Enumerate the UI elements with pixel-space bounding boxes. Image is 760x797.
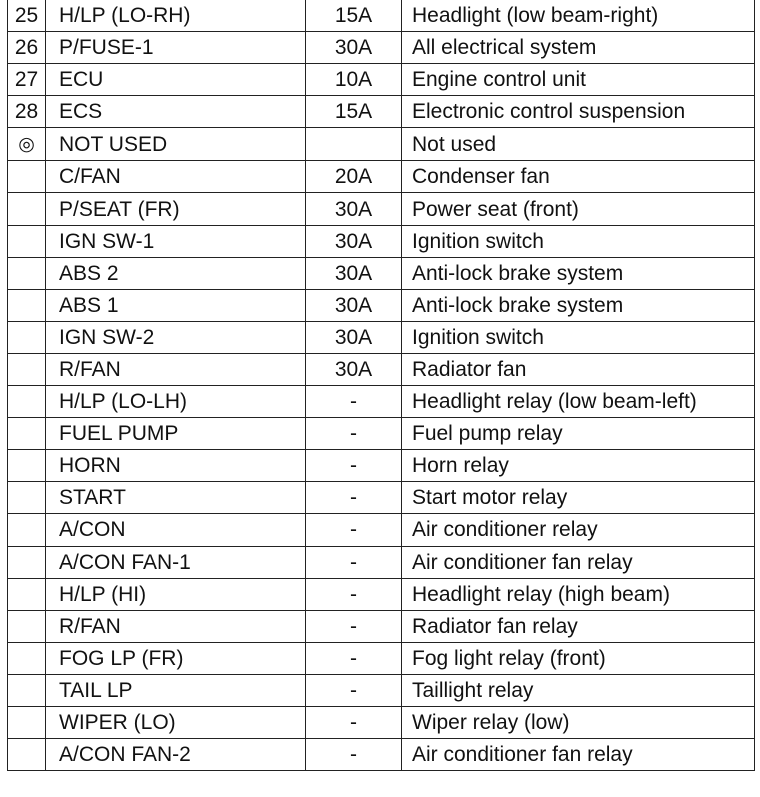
fuse-description-cell: Engine control unit [402, 64, 755, 96]
fuse-number-cell [8, 289, 46, 321]
fuse-rating-cell: 30A [306, 289, 402, 321]
fuse-name-cell: FUEL PUMP [46, 418, 306, 450]
fuse-name-cell: FOG LP (FR) [46, 642, 306, 674]
table-row [8, 739, 755, 771]
fuse-rating-cell: - [306, 706, 402, 738]
fuse-number-cell [8, 321, 46, 353]
fuse-description-cell: Power seat (front) [402, 193, 755, 225]
table-row [8, 0, 755, 32]
fuse-rating-cell: - [306, 578, 402, 610]
fuse-description-cell: Fuel pump relay [402, 418, 755, 450]
table-row [8, 418, 755, 450]
fuse-description-cell: Headlight relay (high beam) [402, 578, 755, 610]
table-row [8, 96, 755, 128]
fuse-description-cell: Condenser fan [402, 161, 755, 193]
fuse-rating-cell: - [306, 514, 402, 546]
fuse-description-cell: Radiator fan [402, 353, 755, 385]
fuse-number: 27 [14, 68, 39, 92]
table-row [8, 386, 755, 418]
fuse-rating-cell: 15A [306, 0, 402, 32]
fuse-rating-cell: 30A [306, 321, 402, 353]
fuse-rating-cell: - [306, 739, 402, 771]
table-row [8, 642, 755, 674]
fuse-description-cell: Electronic control suspension [402, 96, 755, 128]
fuse-number-cell [8, 674, 46, 706]
fuse-description-cell: Air conditioner relay [402, 514, 755, 546]
fuse-number: 26 [14, 36, 39, 60]
fuse-rating-cell: 30A [306, 32, 402, 64]
fuse-rating-cell: 20A [306, 161, 402, 193]
fuse-number-cell [8, 225, 46, 257]
fuse-number-cell [8, 32, 46, 64]
fuse-number-cell [8, 642, 46, 674]
not-used-symbol-icon: ◎ [18, 134, 35, 156]
fuse-number-cell [8, 257, 46, 289]
fuse-name-cell: P/FUSE-1 [46, 32, 306, 64]
fuse-rating-cell: - [306, 674, 402, 706]
table-row [8, 289, 755, 321]
fuse-number-cell [8, 739, 46, 771]
table-row [8, 161, 755, 193]
fuse-name-cell: IGN SW-2 [46, 321, 306, 353]
fuse-rating-cell: - [306, 418, 402, 450]
fuse-table-body [8, 0, 755, 771]
fuse-name-cell: A/CON [46, 514, 306, 546]
fuse-number-cell [8, 482, 46, 514]
fuse-rating-cell: 15A [306, 96, 402, 128]
fuse-description-cell: Air conditioner fan relay [402, 739, 755, 771]
fuse-description-cell: Not used [402, 128, 755, 161]
fuse-relay-table [7, 0, 755, 771]
table-row [8, 578, 755, 610]
fuse-name-cell: WIPER (LO) [46, 706, 306, 738]
fuse-description-cell: Headlight relay (low beam-left) [402, 386, 755, 418]
fuse-rating-cell: 30A [306, 193, 402, 225]
fuse-name-cell: H/LP (LO-RH) [46, 0, 306, 32]
table-row [8, 514, 755, 546]
table-row [8, 128, 755, 161]
fuse-rating-cell: 10A [306, 64, 402, 96]
fuse-name-cell: HORN [46, 450, 306, 482]
fuse-number: 25 [14, 4, 39, 28]
fuse-description-cell: Start motor relay [402, 482, 755, 514]
fuse-number-cell [8, 64, 46, 96]
fuse-rating-cell: - [306, 546, 402, 578]
fuse-description-cell: Radiator fan relay [402, 610, 755, 642]
table-row [8, 706, 755, 738]
fuse-description-cell: Anti-lock brake system [402, 289, 755, 321]
fuse-description-cell: Horn relay [402, 450, 755, 482]
fuse-name-cell: H/LP (LO-LH) [46, 386, 306, 418]
fuse-number-cell [8, 706, 46, 738]
fuse-description-cell: Taillight relay [402, 674, 755, 706]
fuse-name-cell: A/CON FAN-2 [46, 739, 306, 771]
table-row [8, 64, 755, 96]
fuse-rating-cell: 30A [306, 353, 402, 385]
fuse-rating-cell: - [306, 642, 402, 674]
fuse-rating-cell: 30A [306, 225, 402, 257]
fuse-number-cell [8, 161, 46, 193]
fuse-description-cell: Ignition switch [402, 321, 755, 353]
fuse-number: 28 [14, 100, 39, 124]
fuse-number-cell [8, 578, 46, 610]
fuse-number-cell [8, 610, 46, 642]
table-row [8, 674, 755, 706]
table-row [8, 450, 755, 482]
fuse-name-cell: TAIL LP [46, 674, 306, 706]
fuse-rating-cell: - [306, 386, 402, 418]
fuse-name-cell: ABS 2 [46, 257, 306, 289]
table-row [8, 546, 755, 578]
table-row [8, 225, 755, 257]
fuse-description-cell: Wiper relay (low) [402, 706, 755, 738]
fuse-rating-cell [306, 128, 402, 161]
fuse-description-cell: Headlight (low beam-right) [402, 0, 755, 32]
fuse-number-cell [8, 546, 46, 578]
fuse-number-cell [8, 0, 46, 32]
fuse-name-cell: C/FAN [46, 161, 306, 193]
fuse-name-cell: IGN SW-1 [46, 225, 306, 257]
fuse-name-cell: ECS [46, 96, 306, 128]
fuse-description-cell: Fog light relay (front) [402, 642, 755, 674]
fuse-name-cell: NOT USED [46, 128, 306, 161]
fuse-name-cell: H/LP (HI) [46, 578, 306, 610]
fuse-description-cell: All electrical system [402, 32, 755, 64]
fuse-number-cell [8, 193, 46, 225]
fuse-number-cell [8, 128, 46, 161]
table-row [8, 32, 755, 64]
table-row [8, 193, 755, 225]
fuse-description-cell: Anti-lock brake system [402, 257, 755, 289]
fuse-name-cell: ECU [46, 64, 306, 96]
table-row [8, 321, 755, 353]
fuse-rating-cell: 30A [306, 257, 402, 289]
fuse-rating-cell: - [306, 450, 402, 482]
fuse-rating-cell: - [306, 482, 402, 514]
fuse-name-cell: R/FAN [46, 353, 306, 385]
fuse-name-cell: P/SEAT (FR) [46, 193, 306, 225]
table-row [8, 257, 755, 289]
table-row [8, 353, 755, 385]
fuse-name-cell: A/CON FAN-1 [46, 546, 306, 578]
fuse-description-cell: Ignition switch [402, 225, 755, 257]
fuse-number-cell [8, 418, 46, 450]
fuse-number-cell [8, 450, 46, 482]
fuse-name-cell: ABS 1 [46, 289, 306, 321]
fuse-name-cell: R/FAN [46, 610, 306, 642]
fuse-number-cell [8, 514, 46, 546]
fuse-number-cell [8, 386, 46, 418]
fuse-number-cell [8, 353, 46, 385]
fuse-description-cell: Air conditioner fan relay [402, 546, 755, 578]
fuse-number-cell [8, 96, 46, 128]
table-row [8, 482, 755, 514]
table-row [8, 610, 755, 642]
fuse-name-cell: START [46, 482, 306, 514]
fuse-rating-cell: - [306, 610, 402, 642]
